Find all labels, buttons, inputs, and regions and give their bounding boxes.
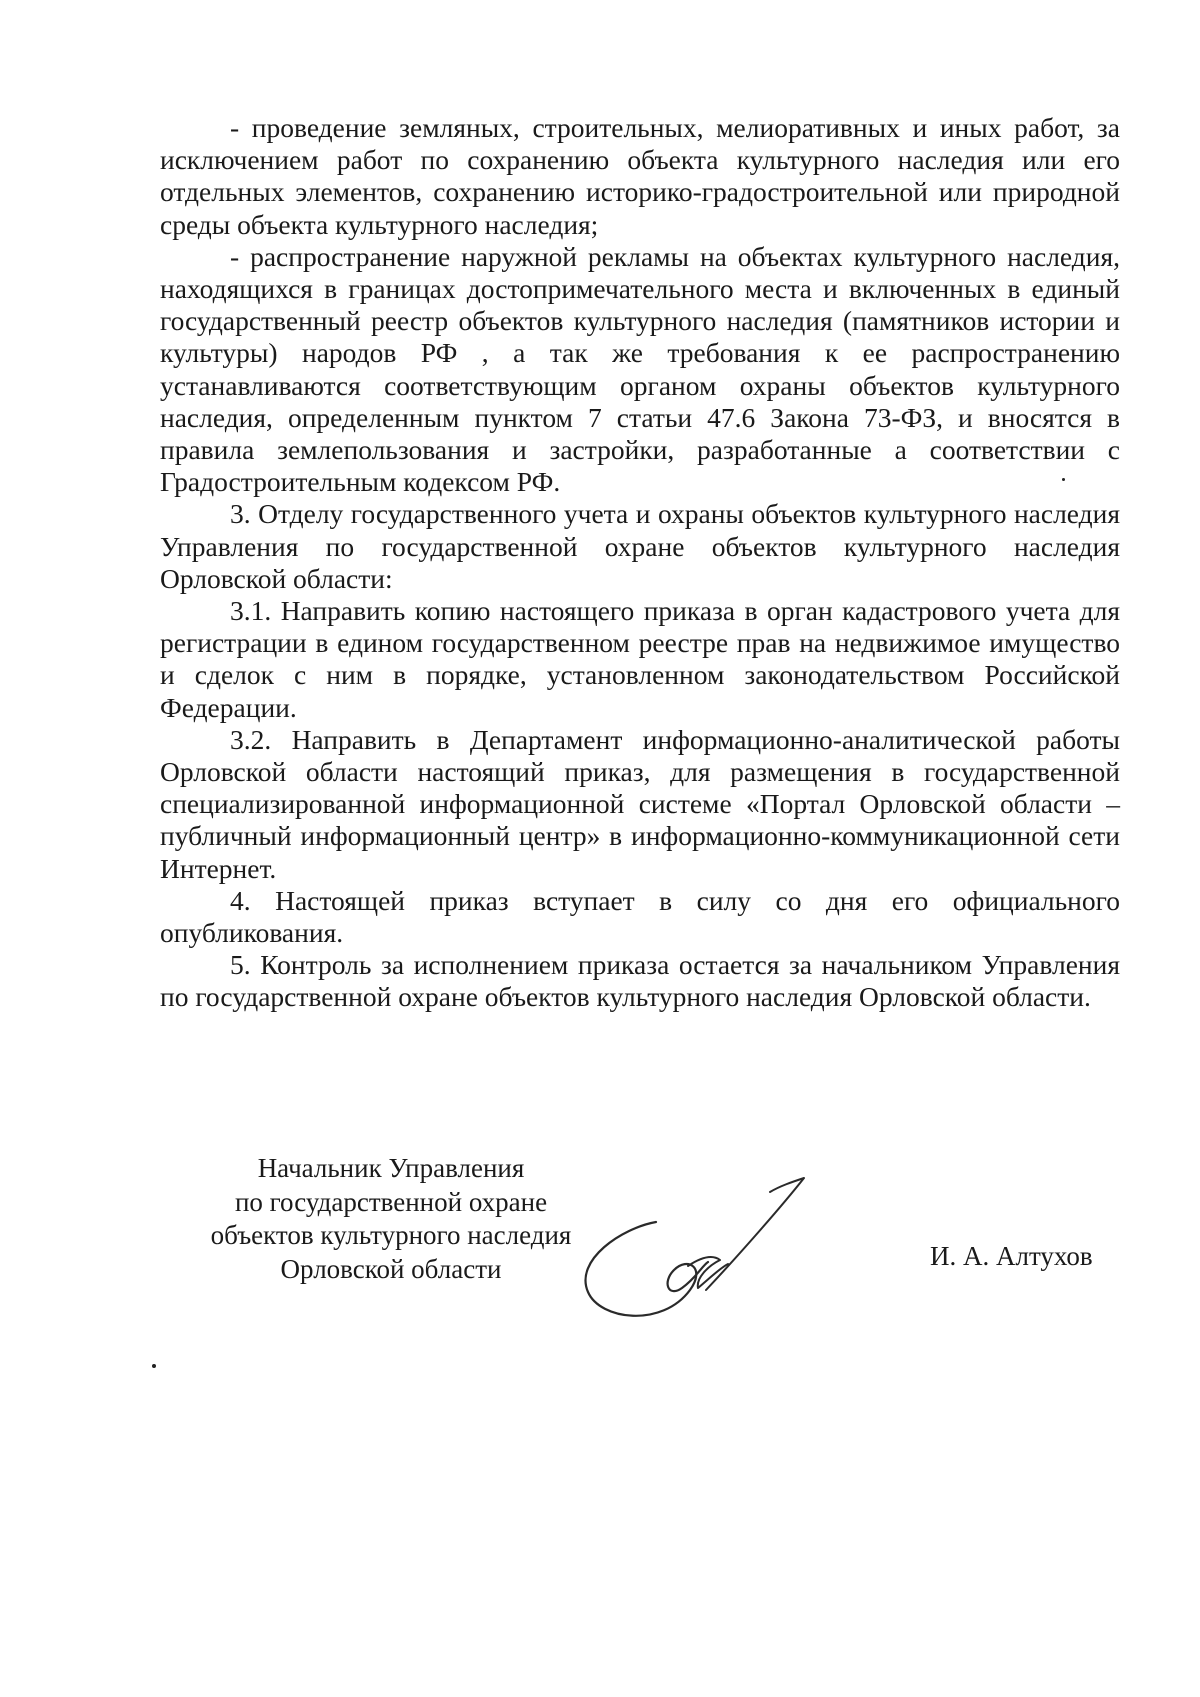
signatory-name: И. А. Алтухов (930, 1241, 1093, 1271)
handwritten-signature (570, 1170, 830, 1330)
paragraph-item-4: 4. Настоящей приказ вступает в силу со дня его официального опубликования. (160, 884, 1120, 949)
scan-speck (152, 1364, 156, 1368)
document-body (160, 112, 1120, 1014)
paragraph-earthworks-restriction: - проведение земляных, строительных, мелиоративных и иных работ, за исключением работ по сохранению объекта культурного наследия или его отдельных элементов, сохранению историко-градостроительной или природной среды объекта культурного наследия; (160, 112, 1120, 240)
paragraph-item-5: 5. Контроль за исполнением приказа остается за начальником Управления по государственной охране объектов культурного наследия Орловской области. (160, 949, 1120, 1013)
signatory-title-block (176, 1152, 606, 1286)
paragraph-item-3-1: 3.1. Направить копию настоящего приказа в орган кадастрового учета для регистрации в едином государственном реестре прав на недвижимое имущество и сделок с ним в порядке, установленном законодательством Российской Федерации. (160, 595, 1120, 723)
paragraph-item-3: 3. Отделу государственного учета и охраны объектов культурного наследия Управления по государственной охране объектов культурного наследия Орловской области: (160, 498, 1120, 594)
signatory-title-line: по государственной охране (234, 1186, 548, 1217)
signatory-title-line: Начальник Управления (257, 1153, 525, 1183)
signatory-title-line: объектов культурного наследия (210, 1220, 572, 1250)
scan-speck (1062, 478, 1065, 481)
signatory-title-line: Орловской области (280, 1253, 502, 1284)
paragraph-item-3-2: 3.2. Направить в Департамент информационно-аналитической работы Орловской области настоящий приказ, для размещения в государственной специализированной информационной системе «Портал Орловской области – публичный информационный центр» в информационно-коммуникационной сети Интернет. (160, 723, 1120, 884)
paragraph-advertising-restriction: - распространение наружной рекламы на объектах культурного наследия, находящихся в границах достопримечательного места и включенных в единый государственный реестр объектов культурного наследия (памятников истории и культуры) народов РФ , а так же требования к ее распространению устанавливаются соответствующим органом охраны объектов культурного наследия, определенным пунктом 7 статьи 47.6 Закона 73-ФЗ, и вносятся в правила землепользования и застройки, разработанные а соответствии с Градостроительным кодексом РФ. (160, 240, 1120, 498)
